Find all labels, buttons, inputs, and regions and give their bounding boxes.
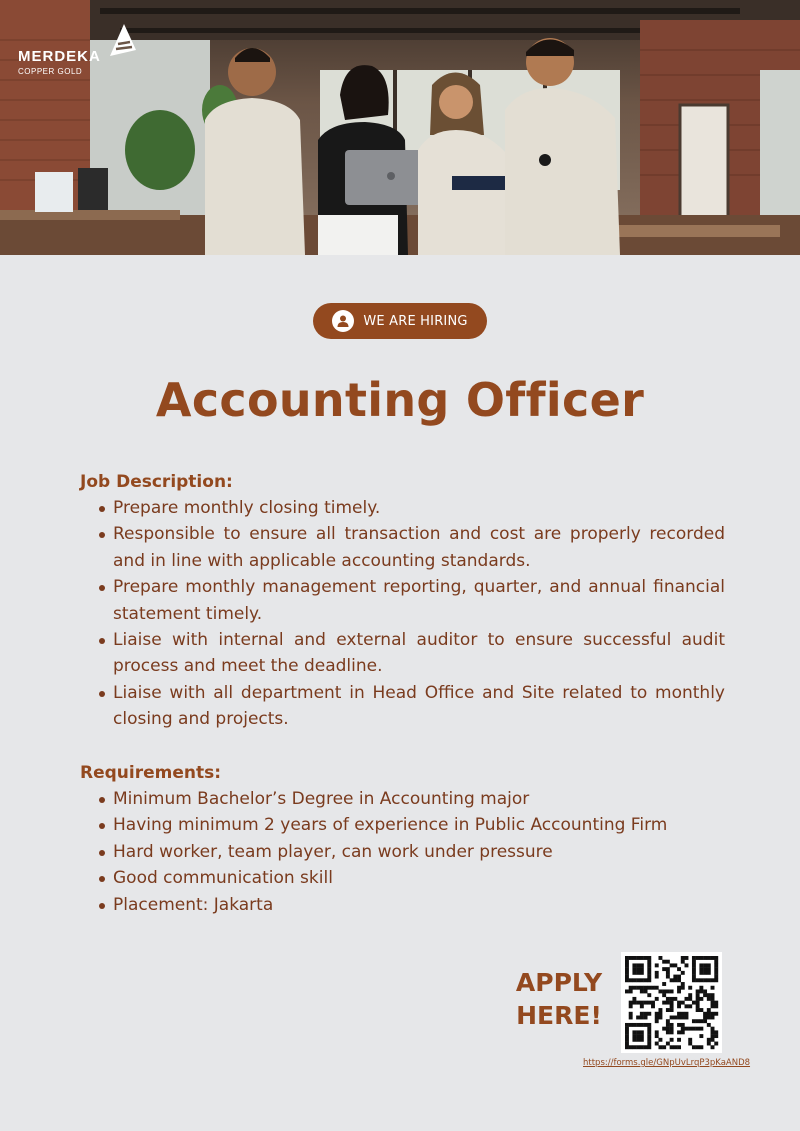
hiring-badge [313, 303, 487, 339]
requirements-section [80, 763, 725, 918]
qr-code-icon [621, 952, 722, 1053]
brand-name: MERDEKA [18, 48, 101, 65]
list-item: Placement: Jakarta [80, 892, 725, 918]
list-item: Hard worker, team player, can work under pressure [80, 839, 725, 865]
qr-code[interactable] [621, 952, 722, 1053]
brand-subtitle: COPPER GOLD [18, 67, 83, 76]
list-item: Prepare monthly closing timely. [80, 495, 725, 521]
list-item: Good communication skill [80, 865, 725, 891]
hero-photo [0, 0, 800, 255]
list-item: Minimum Bachelor’s Degree in Accounting major [80, 786, 725, 812]
list-item: Responsible to ensure all transaction and cost are properly recorded and in line with applicable accounting standards. [80, 521, 725, 574]
hiring-badge-label: WE ARE HIRING [363, 313, 468, 329]
merdeka-logo-mark-icon [104, 22, 140, 58]
job-description-list [80, 495, 725, 733]
apply-line-2: HERE! [516, 1001, 602, 1030]
requirements-list [80, 786, 725, 918]
person-icon [332, 310, 354, 332]
job-title: Accounting Officer [155, 373, 645, 427]
list-item: Having minimum 2 years of experience in Public Accounting Firm [80, 812, 725, 838]
requirements-heading: Requirements: [80, 763, 222, 783]
apply-line-1: APPLY [515, 968, 603, 997]
job-description-section [80, 472, 725, 733]
merdeka-logo [18, 22, 148, 82]
application-form-link[interactable]: https://forms.gle/GNpUvLrqP3pKaAND8 [583, 1058, 751, 1068]
list-item: Prepare monthly management reporting, quarter, and annual financial statement timely. [80, 574, 725, 627]
job-description-heading: Job Description: [80, 472, 233, 492]
apply-here-text [500, 966, 618, 1032]
list-item: Liaise with internal and external auditor to ensure successful audit process and meet the deadline. [80, 627, 725, 680]
list-item: Liaise with all department in Head Office and Site related to monthly closing and projects. [80, 680, 725, 733]
